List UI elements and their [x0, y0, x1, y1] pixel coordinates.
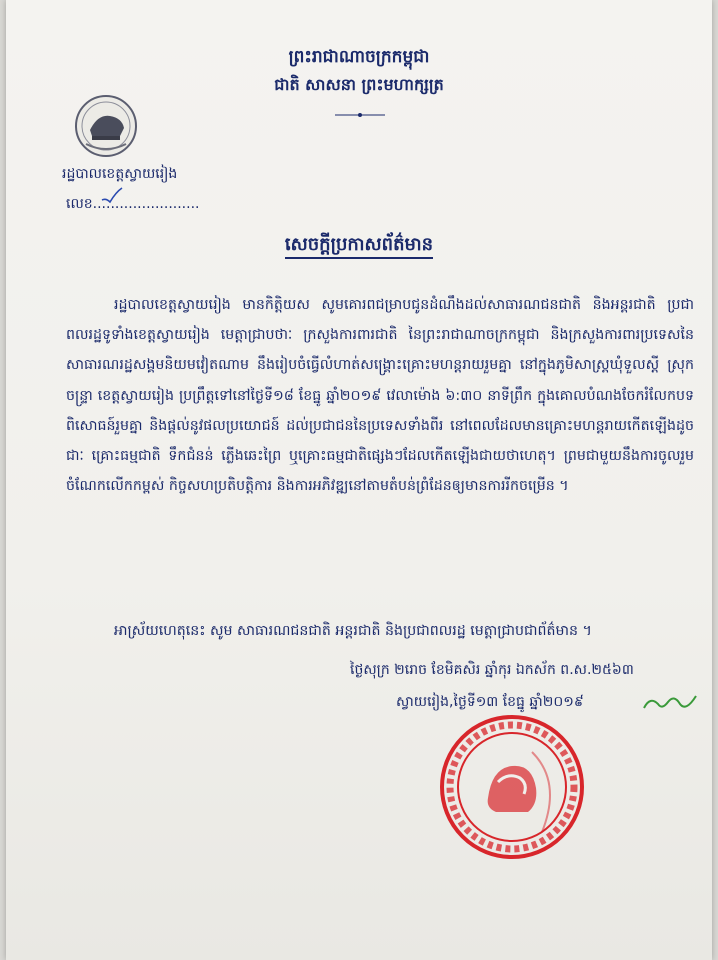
lunar-date: ថ្ងៃសុក្រ ២រោច ខែមិគសិរ ឆ្នាំកុរ ឯកស័ក ព.ស.២៥៦៣ — [350, 662, 634, 678]
national-motto: ជាតិ សាសនា ព្រះមហាក្សត្រ — [274, 75, 444, 94]
check-mark-icon — [100, 186, 124, 204]
closing-paragraph — [66, 617, 706, 645]
emblem-icon — [70, 92, 142, 162]
official-stamp-icon — [432, 712, 592, 862]
body-paragraph-text: រដ្ឋបាលខេត្តស្វាយរៀង មានកិត្តិយស សូមគោរពជម្រាបជូនដំណឹងដល់សាធារណជនជាតិ និងអន្តរជាតិ ប្រជាពលរដ្ឋទូទាំងខេត្តស្វាយរៀង មេត្តាជ្រាបថាៈ ក្រសួងការពារជាតិ នៃព្រះរាជាណាចក្រកម្ពុជា និងក្រសួងការពារប្រទេសនៃសាធារណរដ្ឋសង្គមនិយមវៀតណាម នឹងរៀបចំធ្វើលំហាត់សង្គ្រោះគ្រោះមហន្តរាយរួមគ្នា នៅក្នុងភូមិសាស្ត្រឃុំទួលស្តី ស្រុកចន្ទ្រា ខេត្តស្វាយរៀង ប្រព្រឹត្តទៅនៅថ្ងៃទី១៨ ខែធ្នូ ឆ្នាំ២០១៩ វេលាម៉ោង ៦:៣០ នាទីព្រឹក ក្នុងគោលបំណងចែករំលែកបទពិសោធន៍រួមគ្នា និងផ្តល់នូវផលប្រយោជន៍ ដល់ប្រជាជននៃប្រទេសទាំងពីរ នៅពេលដែលមានគ្រោះមហន្តរាយកើតឡើងដូចជាៈ គ្រោះធម្មជាតិ ទឹកជំនន់ ភ្លើងឆេះព្រៃ ឬគ្រោះធម្មជាតិផ្សេងៗដែលកើតឡើងជាយថាហេតុ។ ព្រមជាមួយនឹងការចូលរួមចំណែកលើកកម្ពស់ កិច្ចសហប្រតិបត្តិការ និងការអភិវឌ្ឍនៅតាមតំបន់ព្រំដែនឲ្យមានការរីកចម្រើន ។ — [66, 297, 694, 495]
solar-date: ស្វាយរៀង,ថ្ងៃទី១៣ ខែធ្នូ ឆ្នាំ២០១៩ — [396, 694, 584, 710]
document-number-field: លេខ........................ — [66, 196, 200, 212]
kingdom-heading: ព្រះរាជាណាចក្រកម្ពុជា — [288, 47, 430, 67]
sender-province-admin: រដ្ឋបាលខេត្តស្វាយរៀង — [62, 166, 178, 182]
document-title-text: សេចក្តីប្រកាសព័ត៌មាន — [285, 234, 433, 259]
document-title — [0, 232, 718, 259]
closing-paragraph-text: អាស្រ័យហេតុនេះ សូម សាធារណជនជាតិ អន្តរជាតិ និងប្រជាពលរដ្ឋ មេត្តាជ្រាបជាព័ត៌មាន ។ — [114, 623, 592, 639]
signature-icon — [640, 690, 700, 714]
ornament-divider-icon — [335, 112, 385, 118]
body-paragraph — [66, 290, 694, 501]
